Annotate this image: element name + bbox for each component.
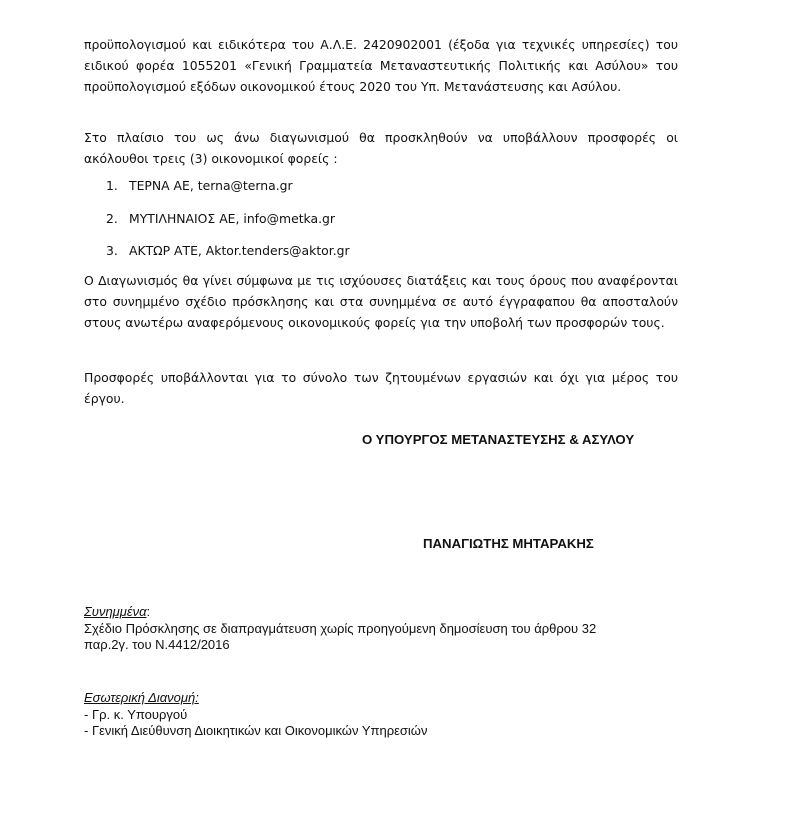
invite-paragraph: Στο πλαίσιο του ως άνω διαγωνισμού θα προσκληθούν να υποβάλλουν προσφορές οι ακόλουθοι τρεις (3) οικονομικοί φορείς : bbox=[84, 130, 678, 166]
bidder-text: ΤΕΡΝΑ ΑΕ, terna@terna.gr bbox=[129, 178, 293, 193]
bidder-text: ΑΚΤΩΡ ΑΤΕ, Aktor.tenders@aktor.gr bbox=[129, 243, 350, 258]
attachment-line: παρ.2γ. του Ν.4412/2016 bbox=[84, 637, 230, 652]
attachment-line: Σχέδιο Πρόσκλησης σε διαπραγμάτευση χωρίς προηγούμενη δημοσίευση του άρθρου 32 bbox=[84, 620, 597, 636]
list-item: 2. ΜΥΤΙΛΗΝΑΙΟΣ ΑΕ, info@metka.gr bbox=[106, 210, 336, 226]
bidder-text: ΜΥΤΙΛΗΝΑΙΟΣ ΑΕ, info@metka.gr bbox=[129, 210, 336, 226]
signature-name: ΠΑΝΑΓΙΩΤΗΣ ΜΗΤΑΡΑΚΗΣ bbox=[423, 536, 594, 551]
offers-paragraph: Προσφορές υποβάλλονται για το σύνολο των ζητουμένων εργασιών και όχι για μέρος του έργου. bbox=[84, 370, 678, 406]
list-item: 1. ΤΕΡΝΑ ΑΕ, terna@terna.gr bbox=[106, 178, 293, 193]
signature-title: Ο ΥΠΟΥΡΓΟΣ ΜΕΤΑΝΑΣΤΕΥΣΗΣ & ΑΣΥΛΟΥ bbox=[362, 432, 635, 447]
budget-paragraph: προϋπολογισμού και ειδικότερα του Α.Λ.Ε. 2420902001 (έξοδα για τεχνικές υπηρεσίες) του ειδικού φορέα 1055201 «Γενική Γραμματεία Μεταναστευτικής Πολιτικής και Ασύλου» του προϋπολογισμού εξόδων οικονομικού έτους 2020 του Υπ. Μετανάστευσης και Ασύλου. bbox=[84, 37, 678, 94]
distribution-item: - Γρ. κ. Υπουργού bbox=[84, 706, 188, 722]
bidders-list bbox=[106, 175, 350, 273]
distribution-item: - Γενική Διεύθυνση Διοικητικών και Οικονομικών Υπηρεσιών bbox=[84, 723, 428, 738]
attachments-section: Συνημμένα: Σχέδιο Πρόσκλησης σε διαπραγμάτευση χωρίς προηγούμενη δημοσίευση του άρθρου 32 παρ.2γ. του Ν.4412/2016 bbox=[84, 604, 597, 652]
distribution-section bbox=[84, 690, 427, 740]
terms-paragraph: Ο Διαγωνισμός θα γίνει σύμφωνα με τις ισχύουσες διατάξεις και τους όρους που αναφέρονται στο συνημμένο σχέδιο πρόσκλησης και στα συνημμένα σε αυτό έγγραφαπου θα αποσταλούν στους ανωτέρω αναφερόμενους οικονομικούς φορείς για την υποβολή των προσφορών τους. bbox=[84, 273, 678, 330]
distribution-heading: Εσωτερική Διανομή: bbox=[84, 690, 199, 705]
attachments-heading: Συνημμένα bbox=[84, 604, 147, 619]
list-item: 3. ΑΚΤΩΡ ΑΤΕ, Aktor.tenders@aktor.gr bbox=[106, 243, 350, 258]
